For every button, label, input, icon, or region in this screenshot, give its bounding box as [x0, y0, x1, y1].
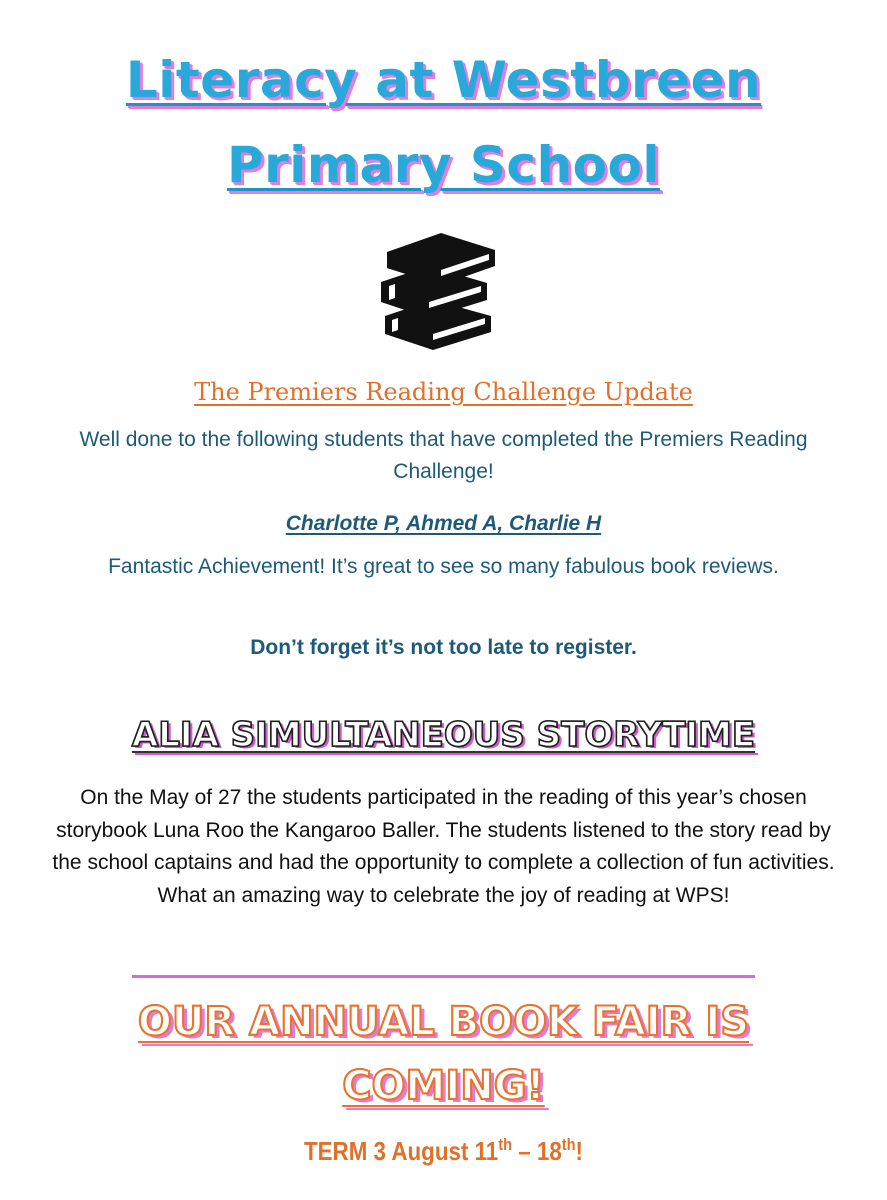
book-fair-dates: TERM 3 August 11th – 18th! [303, 1135, 584, 1166]
premiers-register-reminder: Don’t forget it’s not too late to register. [250, 636, 637, 659]
page-title-line-2: Primary School [226, 136, 661, 194]
alia-body-text: On the May of 27 the students participated in the reading of this year’s chosen storybook Luna Roo the Kangaroo Baller. The students listened to the story read by the school captains and had the opportunity to complete a collection of fun activities. What an amazing way to celebrate the joy of reading at WPS! [52, 786, 835, 907]
section-divider [132, 975, 755, 978]
page-title-line-1: Literacy at Westbreen [125, 51, 762, 109]
book-fair-heading-line-2: COMING! [342, 1063, 545, 1109]
premiers-praise-text: Fantastic Achievement! It’s great to see so many fabulous book reviews. [108, 555, 779, 578]
book-fair-heading-line-1: OUR ANNUAL BOOK FAIR IS [137, 999, 750, 1045]
premiers-intro-text: Well done to the following students that have completed the Premiers Reading Challenge! [79, 428, 808, 483]
books-stack-icon [367, 230, 499, 350]
alia-heading: ALIA SIMULTANEOUS STORYTIME [131, 715, 756, 755]
premiers-heading: The Premiers Reading Challenge Update [194, 378, 693, 406]
premiers-student-names: Charlotte P, Ahmed A, Charlie H [285, 512, 602, 535]
